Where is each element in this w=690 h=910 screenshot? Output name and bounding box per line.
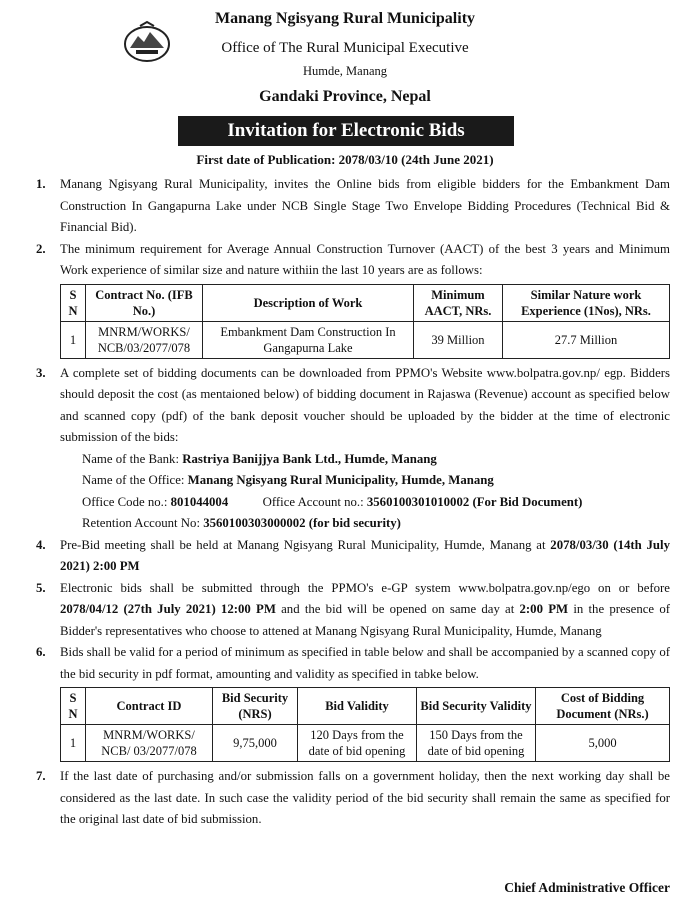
clause-number: 2.	[36, 241, 46, 256]
clause-number: 6.	[36, 645, 46, 659]
office-name: Office of The Rural Municipal Executive	[221, 40, 469, 56]
table-header-row	[61, 688, 670, 725]
col-contract-no: Contract No. (IFB No.)	[86, 284, 203, 321]
table-header-row	[61, 284, 670, 321]
office-location: Humde, Manang	[302, 64, 387, 78]
office-name-value: Manang Ngisyang Rural Municipality, Humde, Manang	[187, 473, 494, 487]
clause-text: If the last date of purchasing and/or submission falls on a government holiday, then the next working day shall be considered as the last date. In such case the validity period of the bid security shall remain the same as specified for the original last date of bid submission.	[60, 769, 670, 826]
clause-5	[32, 578, 670, 643]
cell-contract-no: MNRM/WORKS/ NCB/03/2077/078	[86, 321, 203, 358]
bank-name-label: Name of the Bank:	[82, 451, 180, 466]
notice-header	[0, 0, 690, 112]
col-experience: Similar Nature work Experience (1Nos), NRs.	[503, 284, 670, 321]
clause-number: 7.	[36, 769, 46, 783]
cell-experience: 27.7 Million	[503, 321, 670, 358]
cell-sn: 1	[61, 725, 86, 762]
office-account-label: Office Account no.:	[262, 494, 364, 509]
notice-title: Invitation for Electronic Bids	[178, 116, 514, 146]
clause-3	[32, 363, 670, 449]
opening-time: 2:00 PM	[519, 602, 569, 616]
cell-security-validity: 150 Days from the date of bid opening	[417, 725, 536, 762]
col-description: Description of Work	[203, 284, 414, 321]
clause-text: Pre-Bid meeting shall be held at Manang Ngisyang Rural Municipality, Humde, Manang at	[60, 537, 546, 552]
submission-deadline: 2078/04/12 (27th July 2021) 12:00 PM	[60, 602, 276, 616]
table-row	[61, 321, 670, 358]
clause-text: A complete set of bidding documents can be downloaded from PPMO's Website www.bolpatra.gov.np/ egp. Bidders should deposit the cost (as mentaioned below) of bidding document in Rajaswa (Revenue) account as specified below and scanned copy (pdf) of the bank deposit voucher should be uploaded by the bidder at the time of electronic submission of the bids:	[60, 365, 670, 444]
clause-text: and the bid will be opened on same day at	[281, 602, 515, 616]
province-name: Gandaki Province, Nepal	[259, 88, 431, 105]
office-code-label: Office Code no.:	[82, 494, 168, 509]
publication-date: First date of Publication: 2078/03/10 (24th June 2021)	[196, 152, 494, 167]
cell-contract-id: MNRM/WORKS/ NCB/ 03/2077/078	[86, 725, 213, 762]
clause-number: 4.	[36, 537, 46, 552]
office-name-label: Name of the Office:	[82, 473, 185, 487]
cell-bid-validity: 120 Days from the date of bid opening	[298, 725, 417, 762]
clause-number: 5.	[36, 580, 46, 595]
clause-6	[32, 642, 670, 762]
office-code-line	[32, 492, 670, 514]
cell-document-cost: 5,000	[536, 725, 670, 762]
bank-name-line	[32, 449, 670, 471]
col-bid-security: Bid Security (NRS)	[213, 688, 298, 725]
clause-4	[32, 535, 670, 578]
retention-account-value: 3560100303000002 (for bid security)	[203, 516, 401, 530]
retention-account-label: Retention Account No:	[82, 516, 200, 530]
clause-number: 1.	[36, 177, 46, 191]
cell-bid-security: 9,75,000	[213, 725, 298, 762]
cell-description: Embankment Dam Construction In Gangapurna Lake	[203, 321, 414, 358]
requirement-table	[60, 284, 670, 359]
org-name: Manang Ngisyang Rural Municipality	[214, 10, 476, 27]
col-bid-validity: Bid Validity	[298, 688, 417, 725]
col-document-cost: Cost of Bidding Document (NRs.)	[536, 688, 670, 725]
col-contract-id: Contract ID	[86, 688, 213, 725]
bid-security-table	[60, 687, 670, 762]
col-sn: S N	[61, 284, 86, 321]
col-security-validity: Bid Security Validity	[417, 688, 536, 725]
office-account-value: 3560100301010002 (For Bid Document)	[366, 494, 583, 509]
clause-text: in the presence of Bidder's representatives who choose to attened at Manang Ngisyang Rural Municipality, Humde, Manang	[60, 602, 670, 638]
prebid-datetime: 2078/03/30 (14th July 2021) 2:00 PM	[60, 537, 671, 573]
col-aact: Minimum AACT, NRs.	[414, 284, 503, 321]
clause-text: The minimum requirement for Average Annual Construction Turnover (AACT) of the best 3 years and Minimum Work experience of similar size and nature withiin the last 10 years are as follows:	[60, 241, 670, 277]
notice-body	[32, 174, 670, 831]
cell-aact: 39 Million	[414, 321, 503, 358]
retention-account-line	[32, 513, 670, 535]
table-row	[61, 725, 670, 762]
clause-2	[32, 239, 670, 359]
clause-text: Electronic bids shall be submitted through the PPMO's e-GP system www.bolpatra.gov.np/ego on or before	[60, 580, 670, 595]
clause-number: 3.	[36, 365, 46, 380]
office-code-value: 801044004	[170, 494, 229, 509]
bank-name-value: Rastriya Banijjya Bank Ltd., Humde, Manang	[182, 451, 437, 466]
office-name-line	[32, 470, 670, 492]
clause-7	[32, 766, 670, 831]
clause-text: Bids shall be valid for a period of minimum as specified in table below and shall be accompanied by a scanned copy of the bid security in pdf format, amounting and validity as specified in tabke below.	[60, 645, 670, 681]
cell-sn: 1	[61, 321, 86, 358]
signatory-title: Chief Administrative Officer	[504, 880, 670, 895]
clause-text: Manang Ngisyang Rural Municipality, invites the Online bids from eligible bidders for the Embankment Dam Construction In Gangapurna Lake under NCB Single Stage Two Envelope Bidding Procedures (Technical Bid & Financial Bid).	[60, 177, 670, 234]
clause-1	[32, 174, 670, 239]
col-sn: S N	[61, 688, 86, 725]
